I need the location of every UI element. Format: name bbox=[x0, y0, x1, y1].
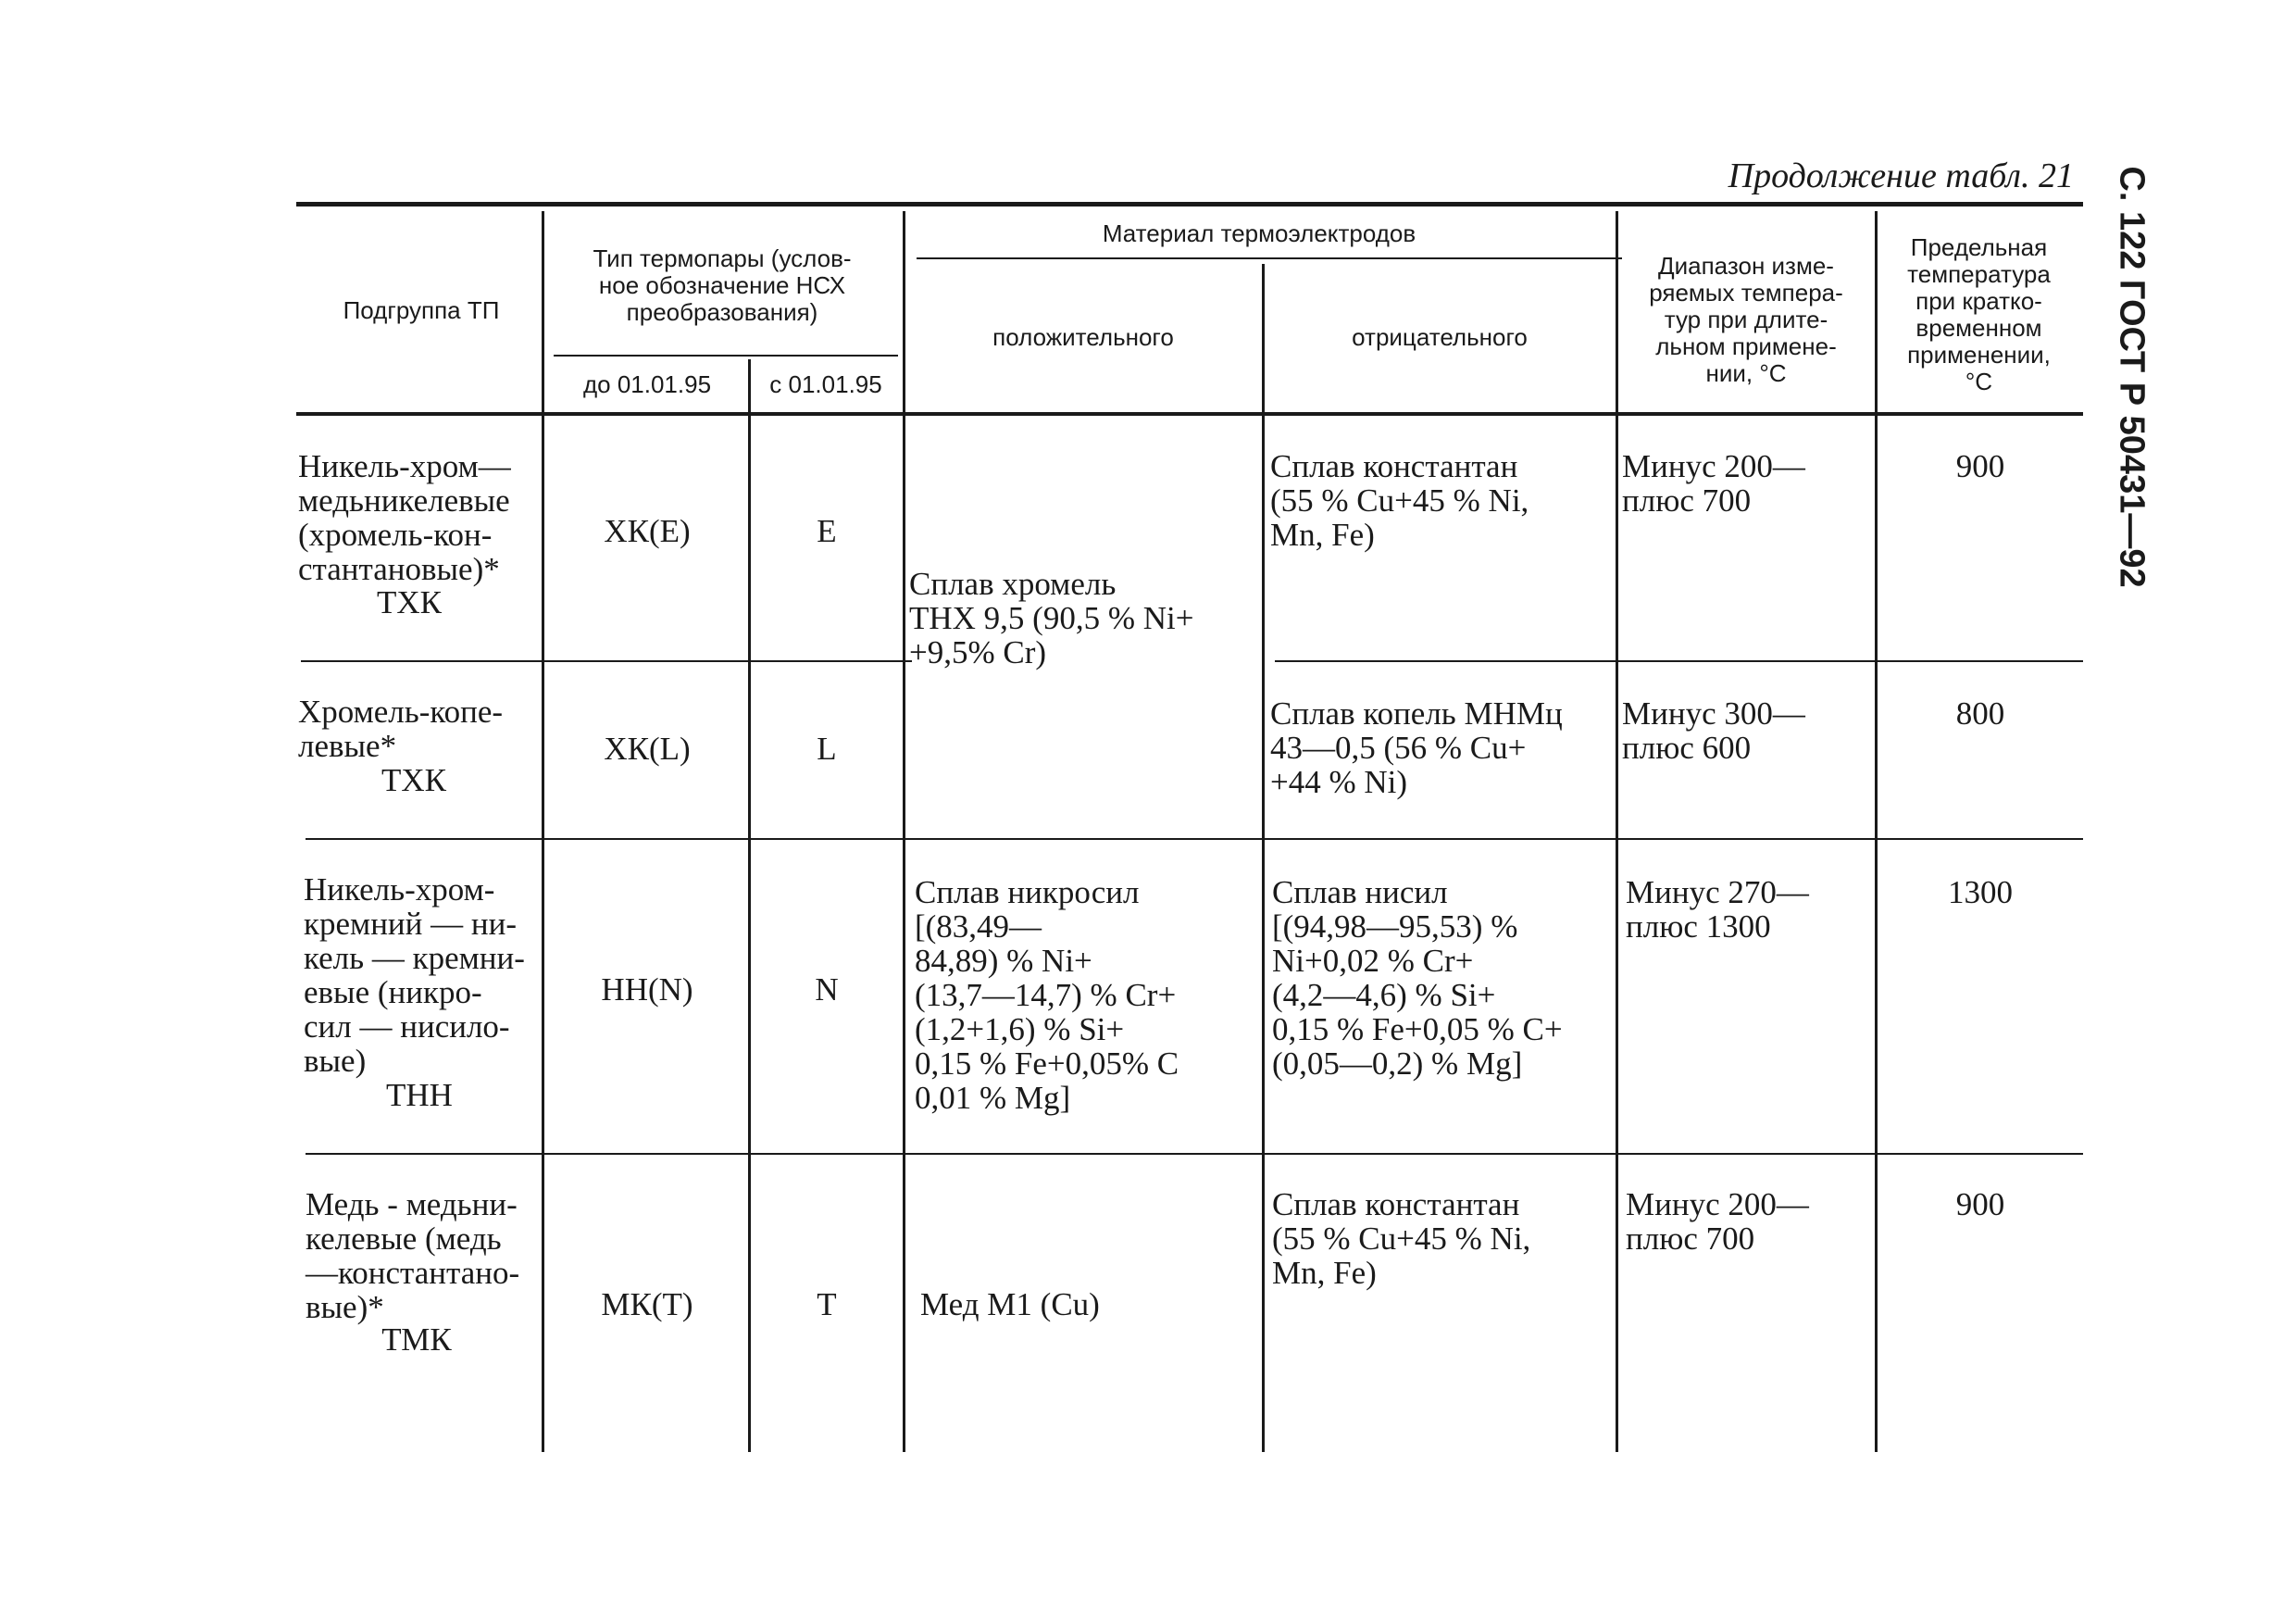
row3-range: Минус 270— плюс 1300 bbox=[1626, 874, 1809, 945]
table-top-rule bbox=[296, 202, 2083, 207]
shared-positive-chromel: Сплав хромель ТНХ 9,5 (90,5 % Ni+ +9,5% Cr) bbox=[909, 566, 1194, 670]
row3-subgroup: Никель-хром- кремний — ни- кель — кремни- евые (никро- сил — нисило- вые) bbox=[304, 871, 525, 1079]
row3-negative: Сплав нисил [(94,98—95,53) % Ni+0,02 % Cr+ (4,2—4,6) % Si+ 0,15 % Fe+0,05 % C+ (0,05—0,2) % Mg] bbox=[1272, 874, 1563, 1082]
row3-positive: Сплав никросил [(83,49— 84,89) % Ni+ (13,7—14,7) % Cr+ (1,2+1,6) % Si+ 0,15 % Fe+0,05% C 0,01 % Mg] bbox=[915, 874, 1179, 1116]
row1-limit: 900 bbox=[1955, 448, 2005, 484]
row1-code: ТХК bbox=[377, 584, 442, 620]
row2-limit: 800 bbox=[1955, 695, 2005, 732]
header-negative: отрицательного bbox=[1352, 322, 1528, 351]
header-positive: положительного bbox=[992, 322, 1174, 351]
row3-type-after: N bbox=[815, 971, 839, 1008]
row3-code: ТНН bbox=[386, 1077, 453, 1113]
row4-code: ТМК bbox=[381, 1321, 452, 1358]
row4-negative: Сплав константан (55 % Cu+45 % Ni, Mn, Fe) bbox=[1272, 1186, 1531, 1291]
row4-positive: Мед М1 (Cu) bbox=[920, 1286, 1100, 1322]
material-subheader-rule bbox=[917, 257, 1622, 259]
col-divider-4 bbox=[1262, 264, 1265, 1452]
row2-negative: Сплав копель МНМц 43—0,5 (56 % Cu+ +44 % Ni) bbox=[1270, 695, 1563, 800]
row2-range: Минус 300— плюс 600 bbox=[1622, 695, 1805, 766]
col-divider-3 bbox=[903, 211, 905, 1452]
type-subheader-rule bbox=[554, 355, 898, 357]
row3-separator bbox=[306, 1153, 2083, 1155]
header-type-before: до 01.01.95 bbox=[582, 369, 712, 398]
row1-type-before: ХК(Е) bbox=[604, 513, 691, 549]
header-range: Диапазон изме- ряемых темпера- тур при длите- льном примене- нии, °С bbox=[1649, 251, 1843, 387]
row3-limit: 1300 bbox=[1948, 874, 2013, 910]
row1-subgroup: Никель-хром— медьникелевые (хромель-кон- стантановые)* bbox=[298, 448, 511, 587]
row4-range: Минус 200— плюс 700 bbox=[1626, 1186, 1809, 1257]
row4-subgroup: Медь - медьни- келевые (медь —константано- вые)* bbox=[306, 1186, 520, 1325]
header-bottom-rule bbox=[296, 412, 2083, 416]
col-divider-6 bbox=[1875, 211, 1878, 1452]
row2-type-after: L bbox=[817, 731, 837, 767]
header-type: Тип термопары (услов- ное обозначение НСХ преобразования) bbox=[593, 244, 852, 326]
row1-range: Минус 200— плюс 700 bbox=[1622, 448, 1805, 519]
row2-subgroup: Хромель-копе- левые* bbox=[298, 694, 504, 764]
row4-type-before: МК(Т) bbox=[601, 1286, 693, 1322]
row2-separator bbox=[306, 838, 2083, 840]
continuation-label: Продолжение табл. 21 bbox=[1728, 156, 2074, 195]
page-reference-text: С. 122 ГОСТ Р 50431—92 bbox=[2112, 166, 2152, 588]
row2-code: ТХК bbox=[381, 762, 446, 798]
row1-type-after: Е bbox=[817, 513, 837, 549]
row4-type-after: Т bbox=[817, 1286, 837, 1322]
header-limit: Предельная температура при кратко- временном применении, °С bbox=[1907, 233, 2051, 395]
row1-negative: Сплав константан (55 % Cu+45 % Ni, Mn, Fe) bbox=[1270, 448, 1529, 553]
row4-limit: 900 bbox=[1955, 1186, 2005, 1222]
page-reference bbox=[2111, 159, 2152, 595]
header-subgroup: Подгруппа ТП bbox=[343, 296, 500, 324]
row3-type-before: НН(N) bbox=[601, 971, 693, 1008]
col-divider-2 bbox=[748, 359, 751, 1452]
header-material: Материал термоэлектродов bbox=[1102, 219, 1416, 247]
header-type-after: с 01.01.95 bbox=[769, 369, 882, 398]
row2-type-before: ХК(L) bbox=[604, 731, 691, 767]
